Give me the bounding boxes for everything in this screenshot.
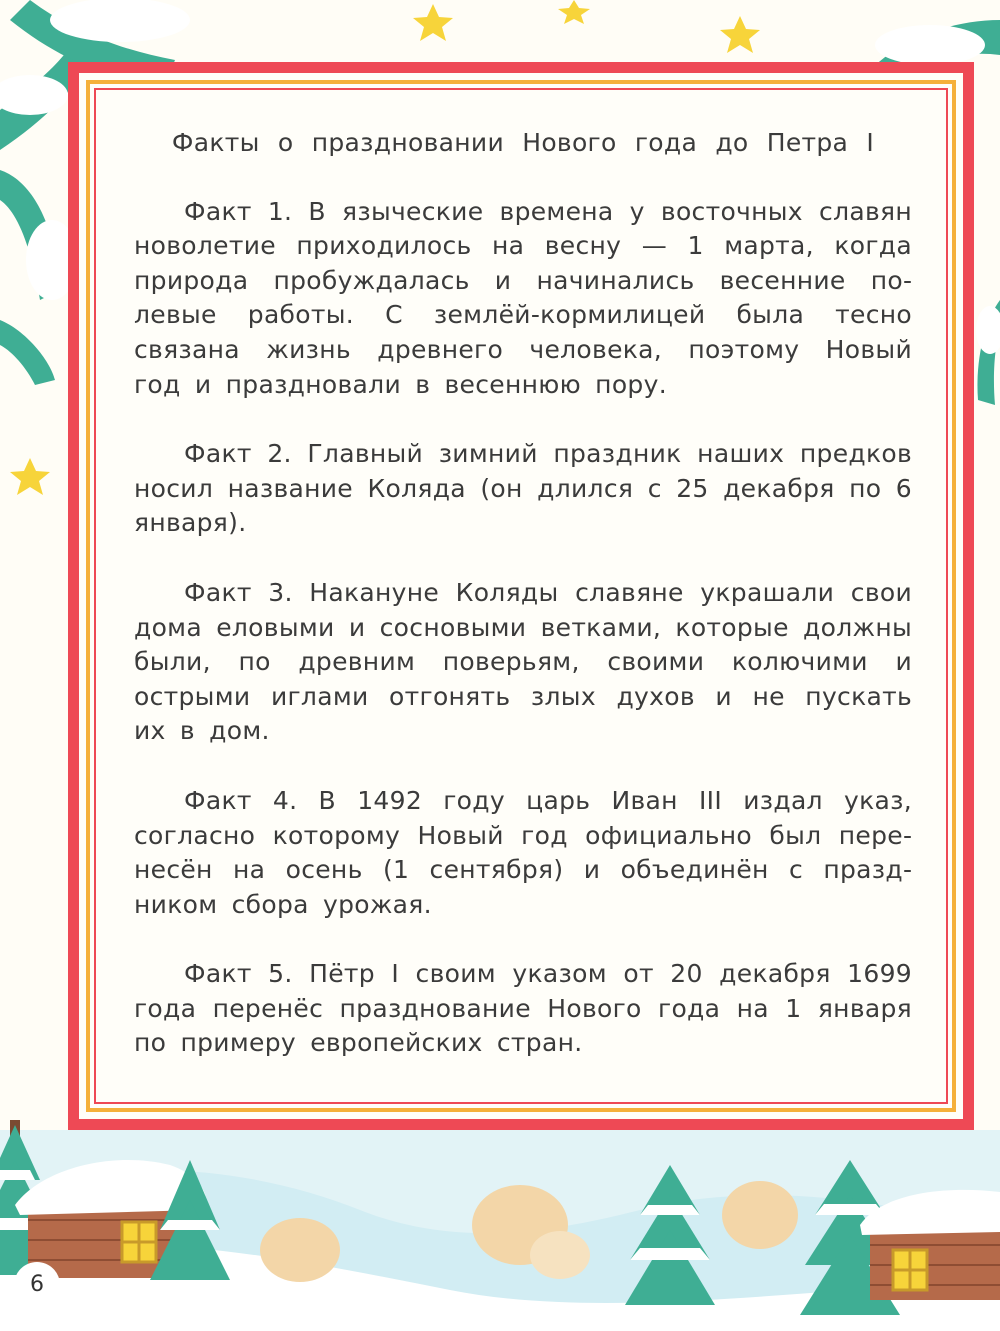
star-icon [413,4,453,41]
star-icon [720,16,760,53]
fact-paragraph: Факт 4. В 1492 году царь Иван III издал указ, согласно которому Новый год официально был перенесён на осень (1 сентября) и объединён с праздником сбора урожая. [134,785,912,919]
page-title: Факты о праздновании Нового года до Петра I [171,128,875,157]
star-icon [558,0,590,24]
fact-paragraph: Факт 3. Накануне Коляды славяне украшали свои дома еловыми и сосновыми ветками, которые должны были, по древним поверьям, своими колючими и острыми иглами отгонять злых духов и не пускать их в дом. [134,577,912,746]
star-icon [10,458,50,495]
fact-paragraph: Факт 1. В языческие времена у восточных славян новолетие приходилось на весну — 1 марта, когда природа пробуждалась и начинались весенние полевые работы. С землёй-кормилицей была тесно связана жизнь древнего человека, поэтому Новый год и праздновали в весеннюю пору. [134,196,912,399]
fact-paragraph: Факт 2. Главный зимний праздник наших предков носил название Коляда (он длился с 25 декабря по 6 января). [134,439,912,538]
page-number: 6 [14,1262,60,1308]
fact-paragraph: Факт 5. Пётр I своим указом от 20 декабря 1699 года перенёс празднование Нового года на 1 января по примеру европейских стран. [134,959,912,1058]
facts-text [134,122,912,1061]
